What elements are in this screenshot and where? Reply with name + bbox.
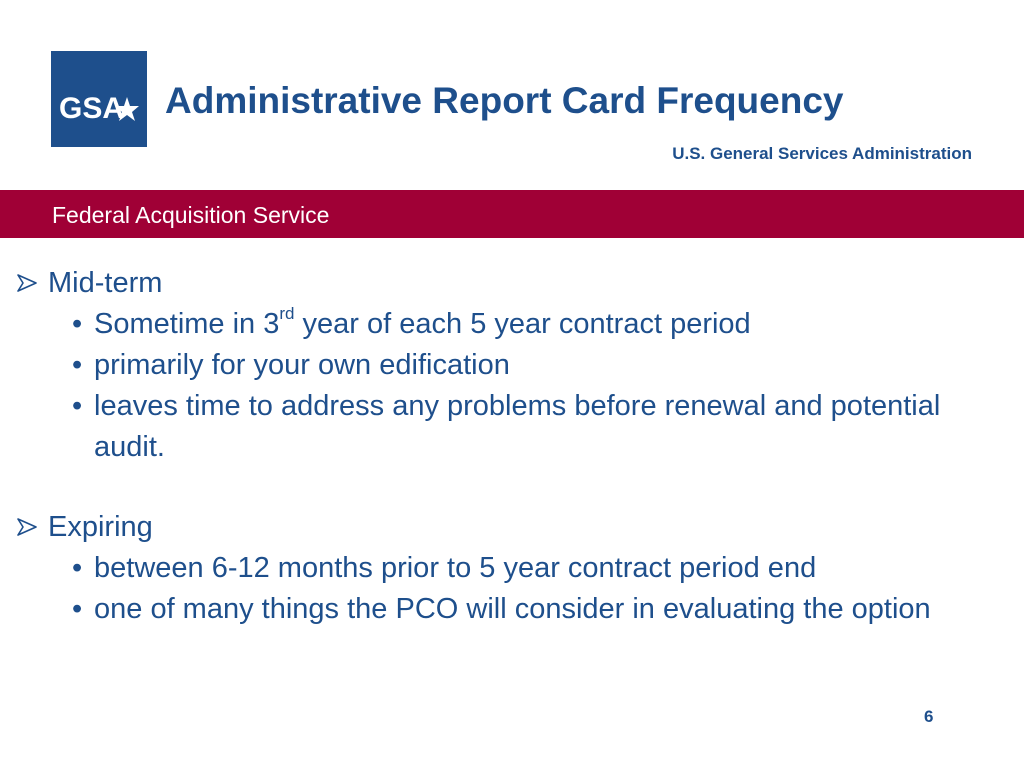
bullet-dot: • (72, 349, 83, 381)
list-item (0, 304, 974, 345)
section-expiring (0, 506, 1024, 630)
section-heading (0, 262, 1024, 304)
slide-content (0, 262, 1024, 630)
logo-text: GSA (59, 92, 125, 125)
agency-name: U.S. General Services Administration (672, 144, 972, 163)
bullet-text: between 6-12 months prior to 5 year contract period end (94, 552, 817, 584)
service-band (0, 190, 1024, 238)
bullet-dot: • (72, 308, 83, 340)
section-mid-term (0, 262, 1024, 468)
list-item (0, 386, 974, 468)
section-heading (0, 506, 1024, 548)
section-heading-text: Expiring (48, 511, 153, 543)
list-item (0, 345, 974, 386)
service-name: Federal Acquisition Service (52, 202, 330, 228)
bullet-text: leaves time to address any problems before renewal and potential audit. (94, 390, 941, 463)
bullet-text-post: year of each 5 year contract period (294, 308, 751, 340)
bullet-text-pre: Sometime in 3 (94, 308, 280, 340)
gsa-logo (51, 51, 147, 147)
arrow-bullet-icon (16, 518, 38, 536)
bullet-text: one of many things the PCO will consider in evaluating the option (94, 593, 931, 625)
ordinal-suffix: rd (279, 304, 295, 324)
section-heading-text: Mid-term (48, 267, 163, 299)
arrow-bullet-icon (16, 274, 38, 292)
bullet-dot: • (72, 593, 83, 625)
page-title: Administrative Report Card Frequency (165, 80, 844, 121)
bullet-dot: • (72, 390, 83, 422)
list-item (0, 548, 974, 589)
bullet-text: primarily for your own edification (94, 349, 510, 381)
page-number: 6 (924, 707, 934, 726)
bullet-dot: • (72, 552, 83, 584)
list-item (0, 589, 974, 630)
